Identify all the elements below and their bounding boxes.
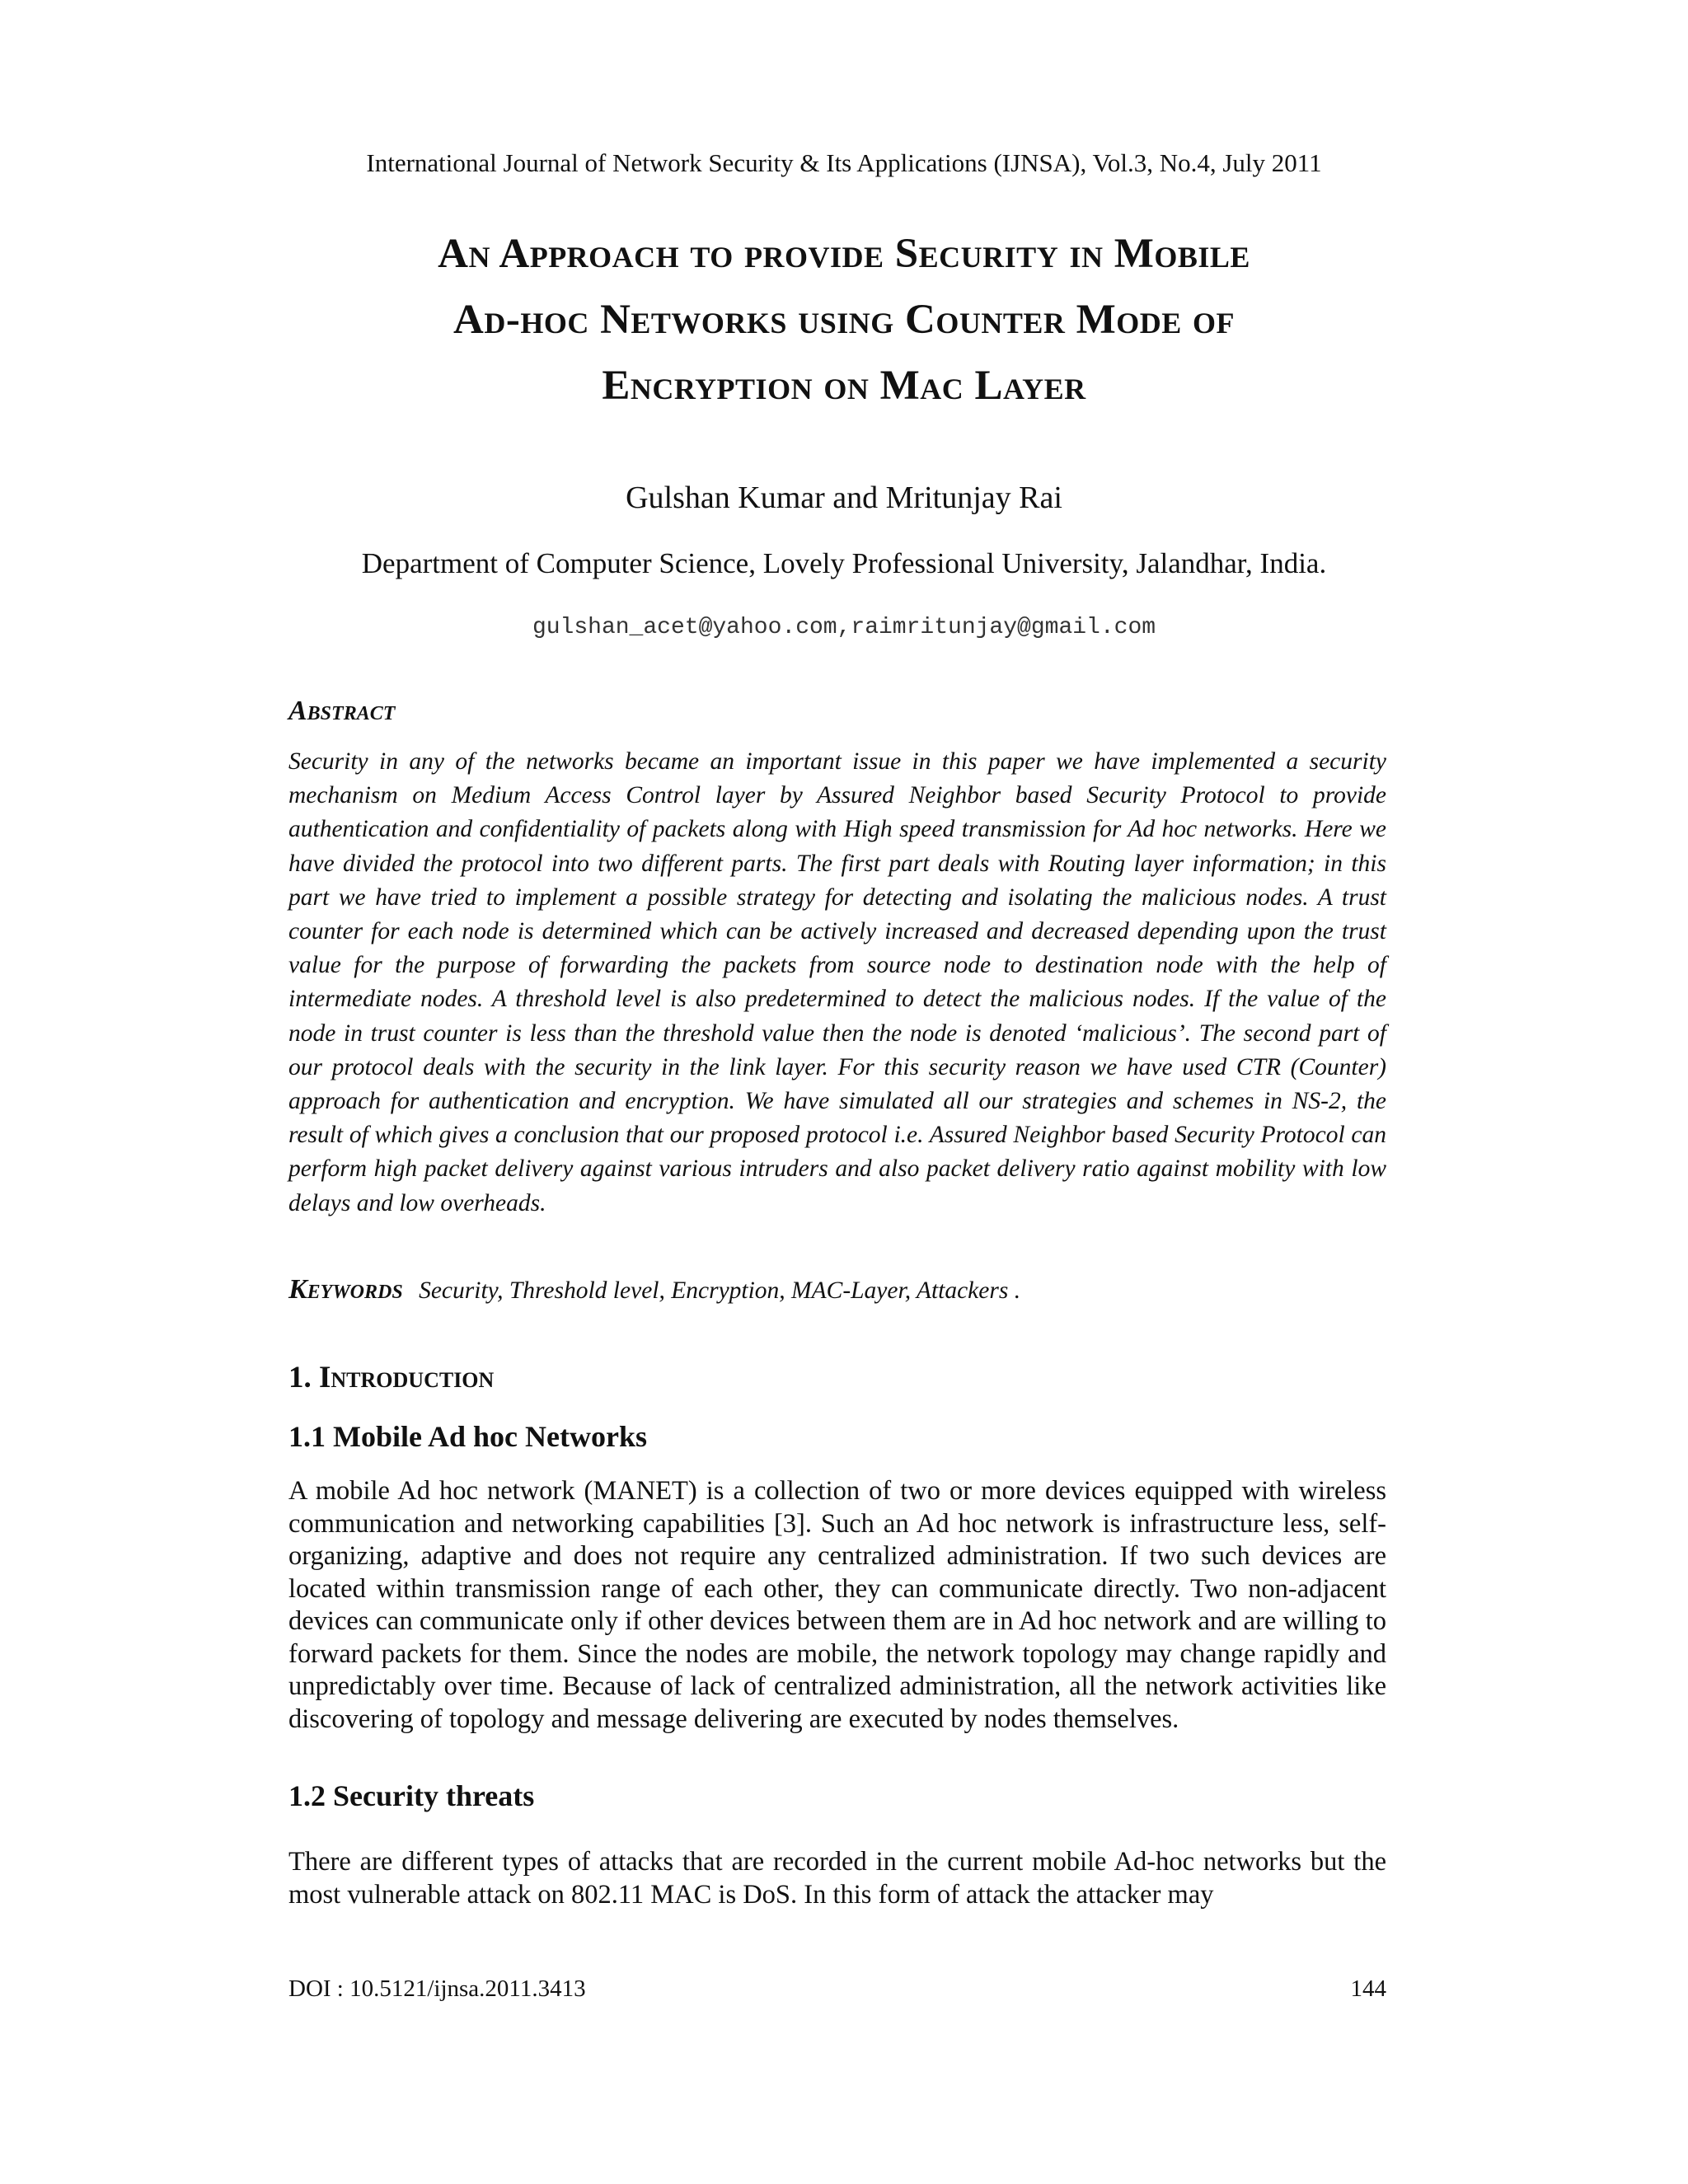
title-line-3: Encryption on Mac Layer xyxy=(602,363,1086,409)
authors: Gulshan Kumar and Mritunjay Rai xyxy=(626,480,1062,515)
paragraph-security-threats: There are different types of attacks that are recorded in the current mobile Ad-hoc networks but the most vulnerable attack on 802.11 MAC is DoS. In this form of attack the attacker may xyxy=(288,1847,1386,1910)
title-line-1: An Approach to provide Security in Mobile xyxy=(438,231,1250,277)
subsection-heading-mobile-adhoc: 1.1 Mobile Ad hoc Networks xyxy=(288,1420,647,1453)
section-heading-introduction: 1. Introduction xyxy=(288,1361,495,1394)
affiliation: Department of Computer Science, Lovely Professional University, Jalandhar, India. xyxy=(361,547,1327,579)
title-line-2: Ad-hoc Networks using Counter Mode of xyxy=(453,297,1235,343)
abstract-text: Security in any of the networks became an important issue in this paper we have implemented a security mechanism on Medium Access Control layer by Assured Neighbor based Security Protocol to provide authentication and confidentiality of packets along with High speed transmission for Ad hoc networks. Here we have divided the protocol into two different parts. The first part deals with Routing layer information; in this part we have tried to implement a possible strategy for detecting and isolating the malicious nodes. A trust counter for each node is determined which can be actively increased and decreased depending upon the trust value for the purpose of forwarding the packets from source node to destination node with the help of intermediate nodes. A threshold level is also predetermined to detect the malicious nodes. If the value of the node in trust counter is less than the threshold value then the node is denoted ‘malicious’. The second part of our protocol deals with the security in the link layer. For this security reason we have used CTR (Counter) approach for authentication and encryption. We have simulated all our strategies and schemes in NS-2, the result of which gives a conclusion that our proposed protocol i.e. Assured Neighbor based Security Protocol can perform high packet delivery against various intruders and also packet delivery ratio against mobility with low delays and low overheads. xyxy=(288,748,1386,1216)
keywords-text: Security, Threshold level, Encryption, MAC-Layer, Attackers . xyxy=(419,1277,1021,1304)
page-number: 144 xyxy=(1350,1975,1386,2002)
keywords-heading: Keywords xyxy=(288,1274,403,1305)
running-head: International Journal of Network Security & Its Applications (IJNSA), Vol.3, No.4, July 2011 xyxy=(366,148,1322,177)
author-emails: gulshan_acet@yahoo.com,raimritunjay@gmail.com xyxy=(532,615,1156,640)
footer-doi: DOI : 10.5121/ijnsa.2011.3413 xyxy=(288,1975,586,2002)
abstract-heading: Abstract xyxy=(288,696,396,726)
subsection-heading-security-threats: 1.2 Security threats xyxy=(288,1779,535,1812)
paper-title xyxy=(231,221,1457,419)
paragraph-mobile-adhoc: A mobile Ad hoc network (MANET) is a collection of two or more devices equipped with wireless communication and networking capabilities [3]. Such an Ad hoc network is infrastructure less, self-organizing, adaptive and does not require any centralized administration. If two such devices are located within transmission range of each other, they can communicate directly. Two non-adjacent devices can communicate only if other devices between them are in Ad hoc network and are willing to forward packets for them. Since the nodes are mobile, the network topology may change rapidly and unpredictably over time. Because of lack of centralized administration, all the network activities like discovering of topology and message delivering are executed by nodes themselves. xyxy=(288,1476,1386,1734)
keywords xyxy=(288,1274,1386,1305)
